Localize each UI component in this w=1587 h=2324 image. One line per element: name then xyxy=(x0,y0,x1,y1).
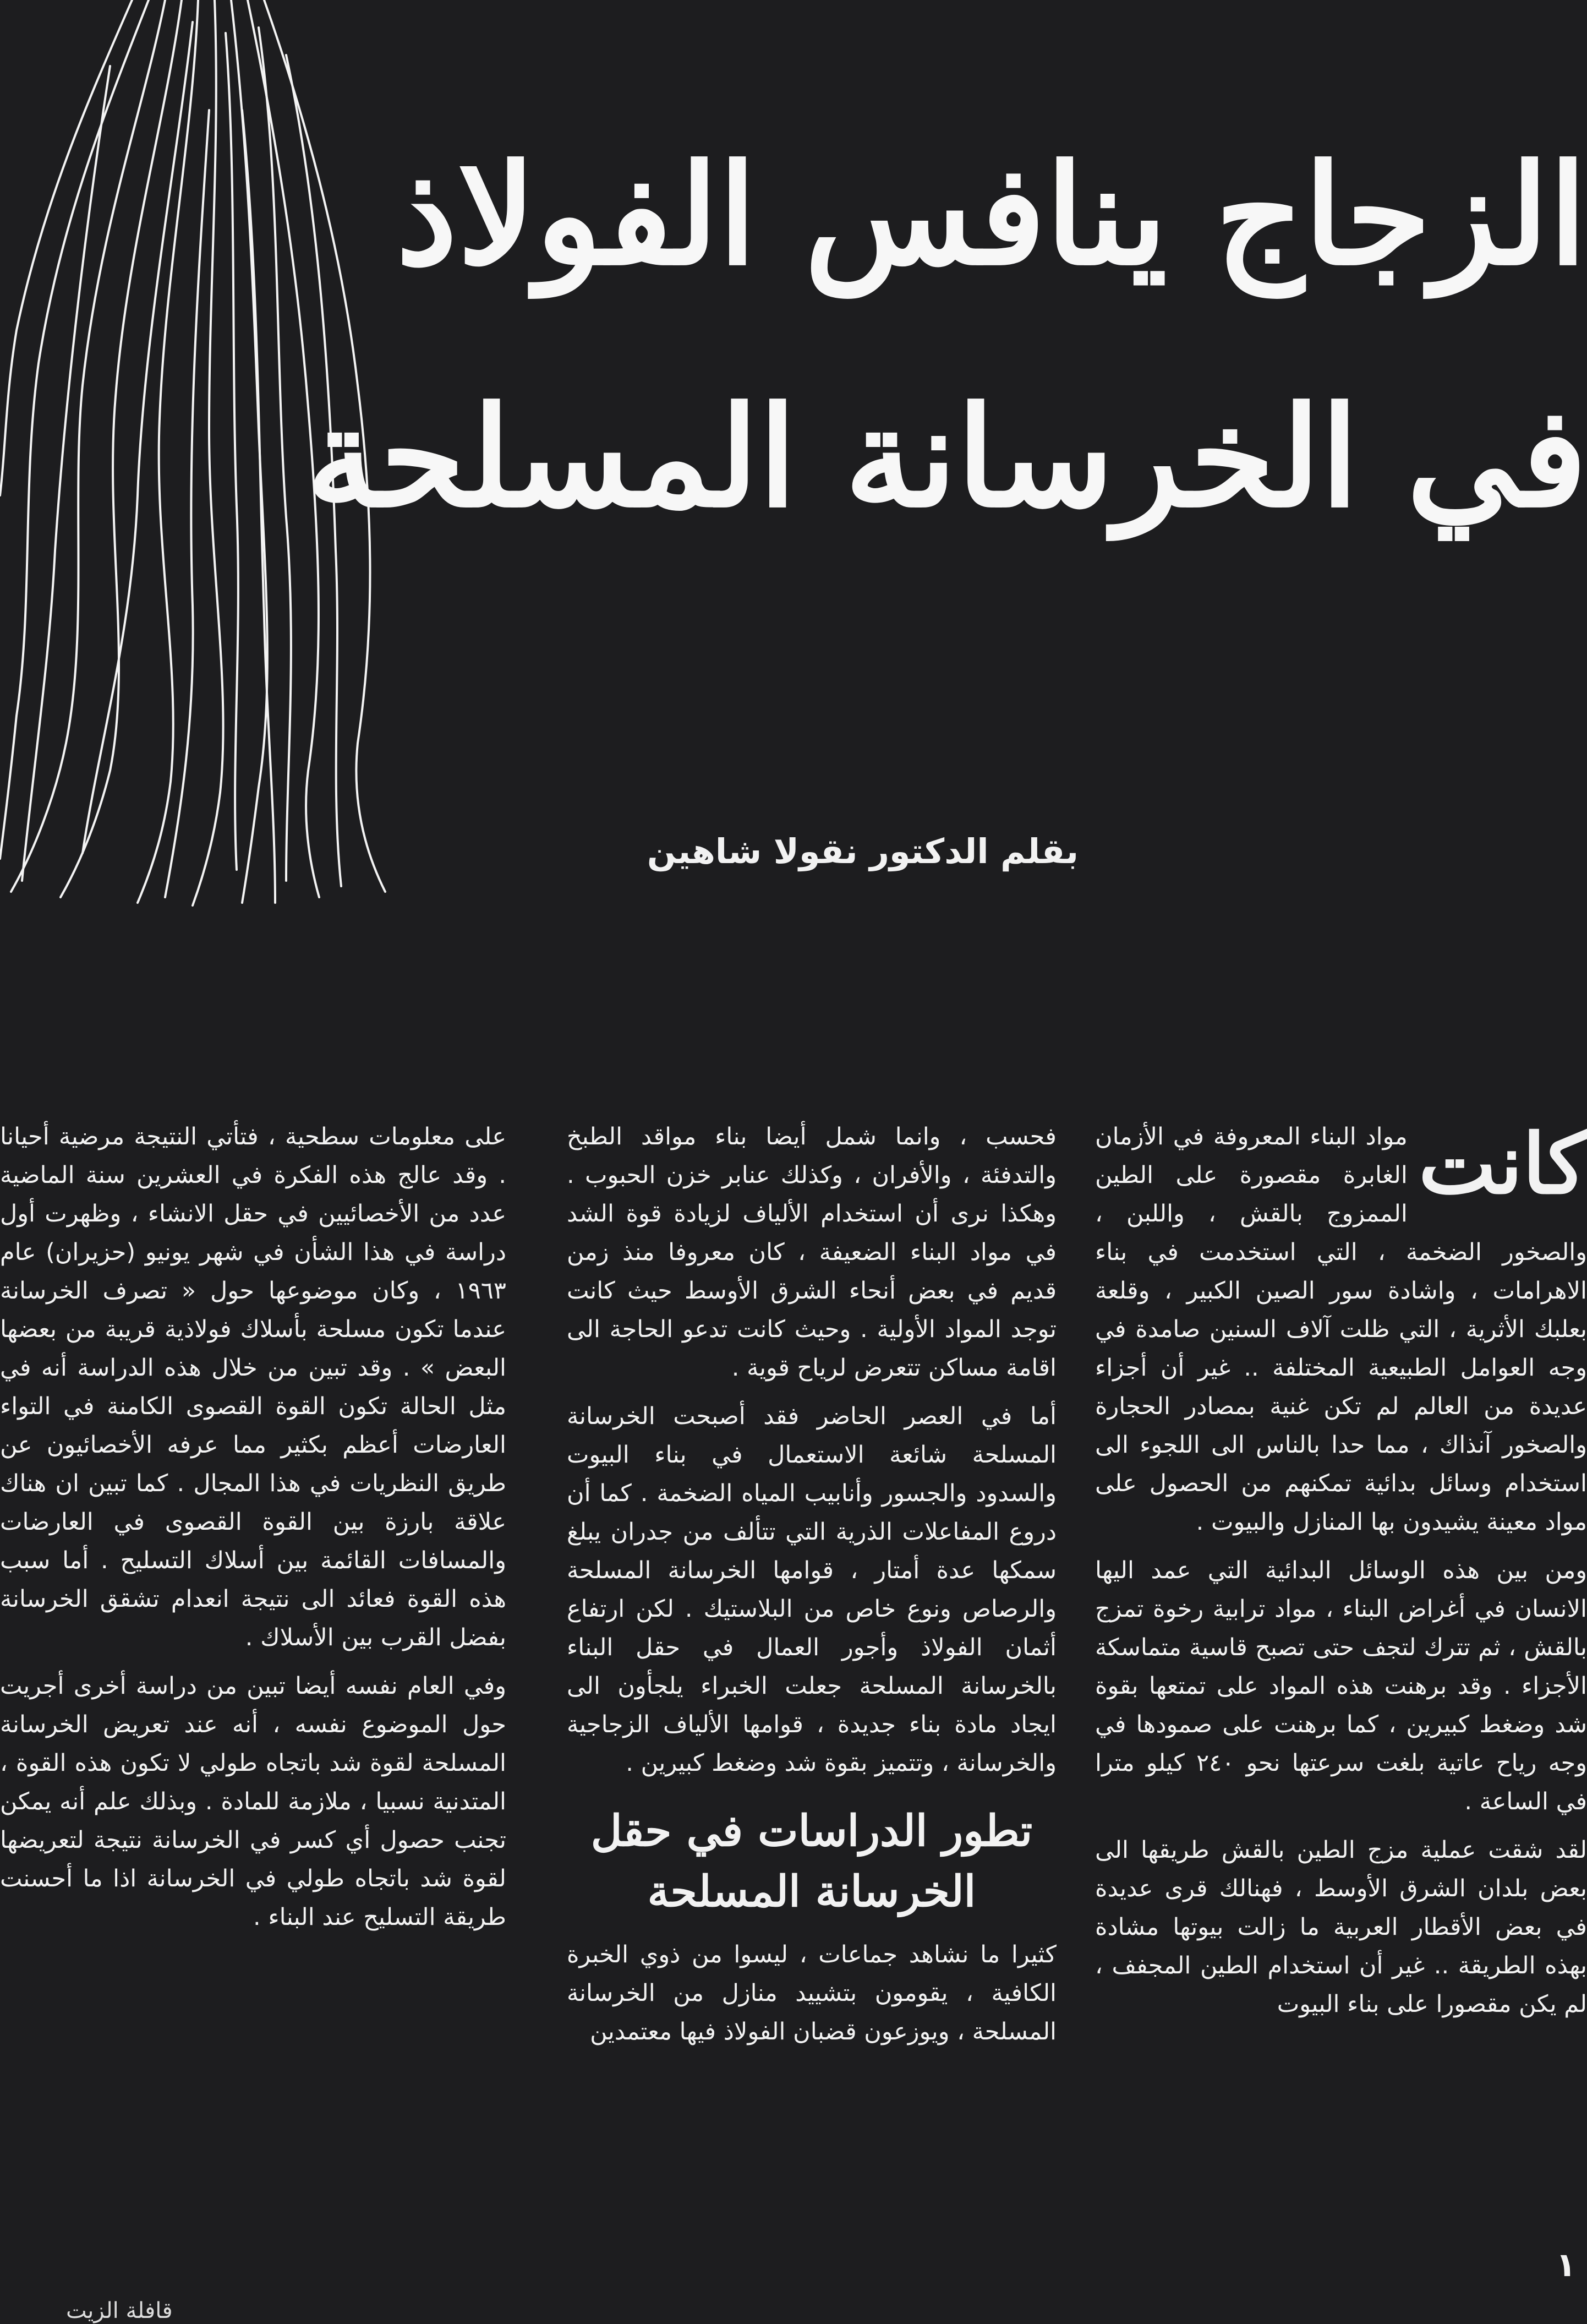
paragraph: وفي العام نفسه أيضا تبين من دراسة أخرى أجريت حول الموضوع نفسه ، أنه عند تعريض الخرسانة المسلحة لقوة شد باتجاه طولي لا تكون هذه القوة ، المتدنية نسبيا ، ملازمة للمادة . وبذلك علم أنه يمكن تجنب حصول أي كسر في الخرسانة نتيجة لتعريضها لقوة شد باتجاه طولي في الخرسانة اذا ما أحسنت طريقة التسليح عند البناء . xyxy=(0,1672,506,1931)
section-heading: تطور الدراسات في حقل الخرسانة المسلحة xyxy=(590,1806,1033,1917)
paragraph: مواد البناء المعروفة في الأزمان الغابرة مقصورة على الطين الممزوج بالقش ، واللبن ، والصخور الضخمة ، التي استخدمت في بناء الاهرامات ، واشادة سور الصين الكبير ، وقلعة بعلبك الأثرية ، التي ظلت آلاف السنين صامدة في وجه العوامل الطبيعية المختلفة .. غير أن أجزاء عديدة من العالم لم تكن غنية بمصادر الحجارة والصخور آنذاك ، مما حدا بالناس الى اللجوء الى استخدام وسائل بدائية تمكنهم من الحصول على مواد معينة يشيدون بها المنازل والبيوت . xyxy=(1095,1123,1587,1536)
title-line-2: في الخرسانة المسلحة xyxy=(306,376,1587,538)
article-column-right xyxy=(1095,1117,1587,2191)
article-column-middle xyxy=(567,1117,1057,2191)
page-number: ١ xyxy=(1556,2246,1576,2284)
paragraph: ومن بين هذه الوسائل البدائية التي عمد اليها الانسان في أغراض البناء ، مواد ترابية رخوة تمزج بالقش ، ثم تترك لتجف حتى تصبح قاسية متماسكة الأجزاء . وقد برهنت هذه المواد على تمتعها بقوة شد وضغط كبيرين ، كما برهنت على صمودها في وجه رياح عاتية بلغت سرعتها نحو ٢٤٠ كيلو مترا في الساعة . xyxy=(1095,1557,1587,1815)
article-column-left xyxy=(0,1117,506,2191)
paragraph: أما في العصر الحاضر فقد أصبحت الخرسانة المسلحة شائعة الاستعمال في بناء البيوت والسدود والجسور وأنابيب المياه الضخمة . كما أن دروع المفاعلات الذرية التي تتألف من جدران يبلغ سمكها عدة أمتار ، قوامها الخرسانة المسلحة والرصاص ونوع خاص من البلاستيك . لكن ارتفاع أثمان الفولاذ وأجور العمال في حقل البناء بالخرسانة المسلحة جعلت الخبراء يلجأون الى ايجاد مادة بناء جديدة ، قوامها الألياف الزجاجية والخرسانة ، وتتميز بقوة شد وضغط كبيرين . xyxy=(567,1403,1057,1777)
paragraph: على معلومات سطحية ، فتأتي النتيجة مرضية أحيانا . وقد عالج هذه الفكرة في العشرين سنة الماضية عدد من الأخصائيين في حقل الانشاء ، وظهرت أول دراسة في هذا الشأن في شهر يونيو (حزيران) عام ١٩٦٣ ، وكان موضوعها حول « تصرف الخرسانة عندما تكون مسلحة بأسلاك فولاذية قريبة من بعضها البعض » . وقد تبين من خلال هذه الدراسة أنه في مثل الحالة تكون القوة القصوى الكامنة في التواء العارضات أعظم بكثير مما عرفه الأخصائيون عن طريق النظريات في هذا المجال . كما تبين ان هناك علاقة بارزة بين القوة القصوى في العارضات والمسافات القائمة بين أسلاك التسليح . أما سبب هذه القوة فعائد الى نتيجة انعدام تشقق الخرسانة بفضل القرب بين الأسلاك . xyxy=(0,1123,506,1651)
paragraph: كثيرا ما نشاهد جماعات ، ليسوا من ذوي الخبرة الكافية ، يقومون بتشييد منازل من الخرسانة المسلحة ، ويوزعون قضبان الفولاذ فيها معتمدين xyxy=(567,1941,1057,2045)
paragraph: لقد شقت عملية مزج الطين بالقش طريقها الى بعض بلدان الشرق الأوسط ، فهنالك قرى عديدة في بعض الأقطار العربية ما زالت بيوتها مشادة بهذه الطريقة .. غير أن استخدام الطين المجفف ، لم يكن مقصورا على بناء البيوت xyxy=(1095,1836,1587,2018)
author-byline: بقلم الدكتور نقولا شاهين xyxy=(647,831,1079,871)
title-line-1: الزجاج ينافس الفولاذ xyxy=(396,134,1587,296)
drop-cap-word: كانت xyxy=(1418,1117,1587,1213)
magazine-footer: قافلة الزيت xyxy=(66,2298,173,2323)
paragraph: فحسب ، وانما شمل أيضا بناء مواقد الطبخ والتدفئة ، والأفران ، وكذلك عنابر خزن الحبوب . وهكذا نرى أن استخدام الألياف لزيادة قوة الشد في مواد البناء الضعيفة ، كان معروفا منذ زمن قديم في بعض أنحاء الشرق الأوسط حيث كانت توجد المواد الأولية . وحيث كانت تدعو الحاجة الى اقامة مساكن تتعرض لرياح قوية . xyxy=(567,1123,1057,1382)
